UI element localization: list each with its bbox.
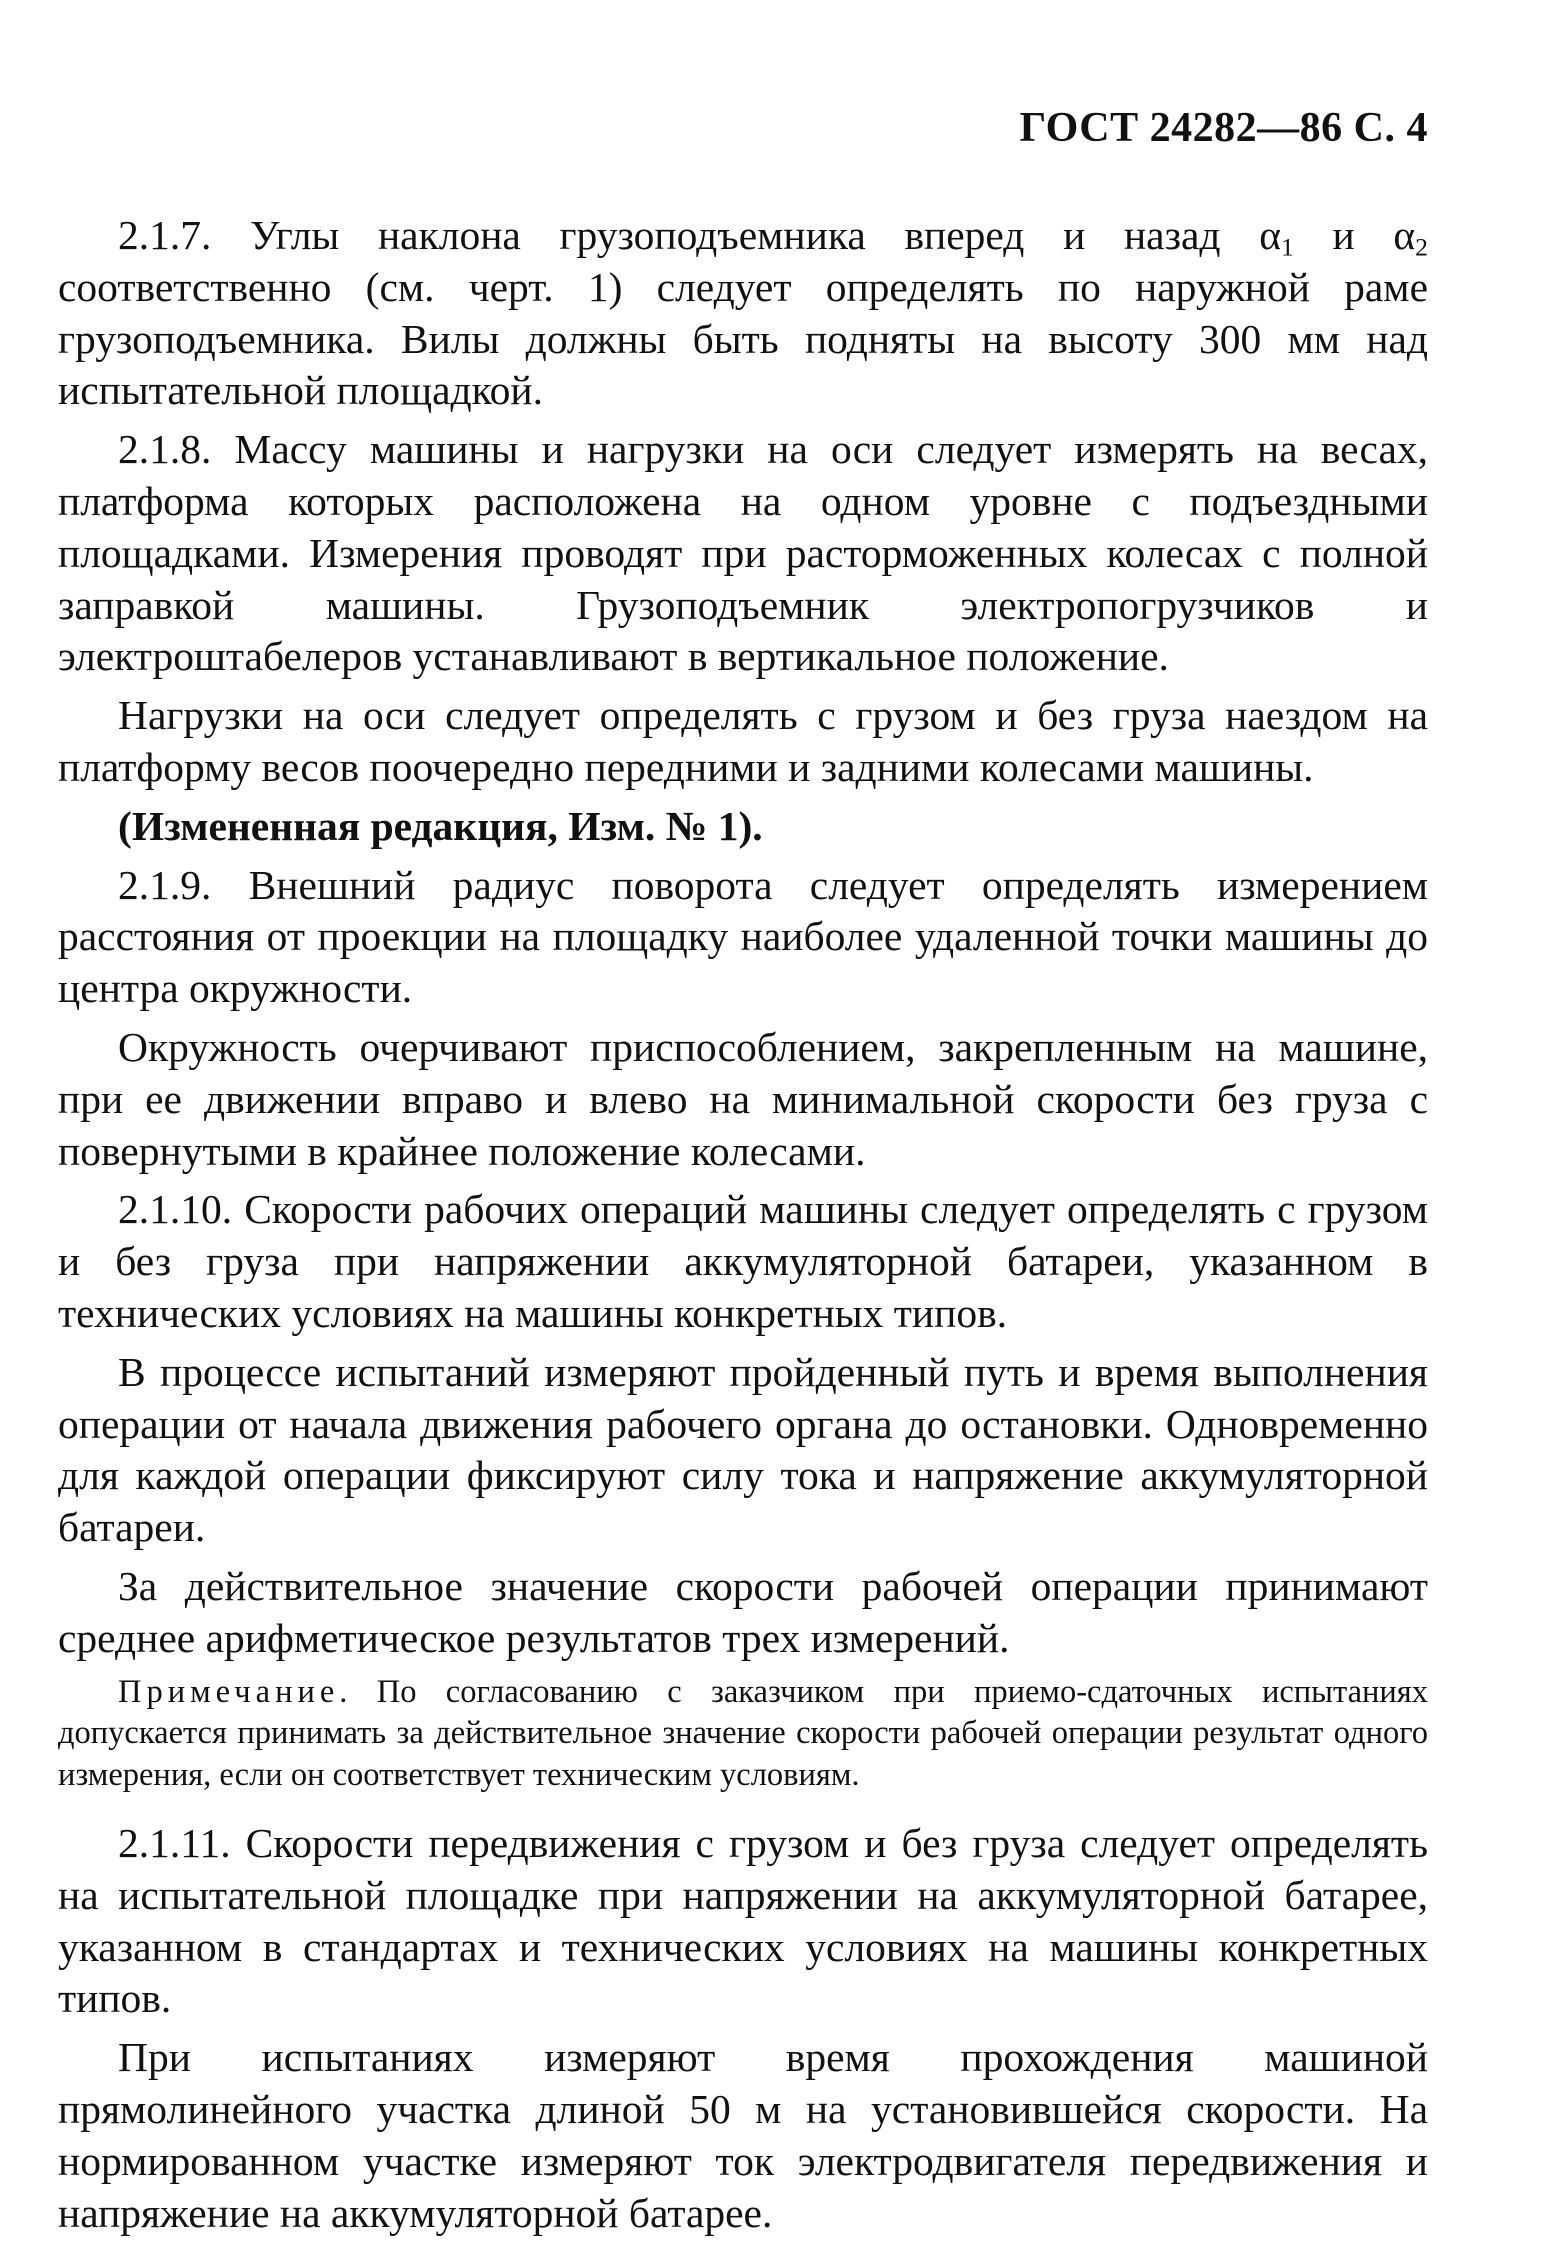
paragraph-2-1-7-text: 2.1.7. Углы наклона грузоподъемника вперед и назад	[118, 212, 1221, 258]
page-header: ГОСТ 24282—86 С. 4	[1019, 105, 1428, 151]
paragraph-axle-loads: Нагрузки на оси следует определять с грузом и без груза наездом на платформу весов поочередно передними и задними колесами машины.	[58, 692, 1428, 790]
paragraph-travel-time: При испытаниях измеряют время прохождения машиной прямолинейного участка длиной 50 м на установившейся скорости. На нормированном участке измеряют ток электродвигателя передвижения и напряжение на аккумуляторной батарее.	[58, 2034, 1428, 2236]
paragraph-2-1-7-rest: соответственно (см. черт. 1) следует определять по наружной раме грузоподъемника. Вилы должны быть подняты на высоту 300 мм над испытательной площадкой.	[58, 263, 1428, 414]
paragraph-circle: Окружность очерчивают приспособлением, закрепленным на машине, при ее движении вправо и влево на минимальной скорости без груза с повернутыми в крайнее положение колесами.	[58, 1023, 1428, 1174]
note-label: Примечание	[118, 1673, 340, 1710]
alpha-1-symbol: α	[1259, 212, 1281, 258]
alpha-2-symbol: α	[1393, 212, 1416, 258]
alpha-1-subscript: 1	[1280, 232, 1294, 262]
paragraph-actual-value: За действительное значение скорости рабочей операции принимают среднее арифметическое результатов трех измерений.	[58, 1562, 1428, 1661]
conjunction: и	[1293, 212, 1394, 258]
paragraph-2-1-7	[58, 210, 1428, 417]
note-block	[58, 1672, 1428, 1797]
paragraph-2-1-8: 2.1.8. Массу машины и нагрузки на оси следует измерять на весах, платформа которых расположена на одном уровне с подъездными площадками. Измерения проводят при расторможенных колесах с полной заправкой машины. Грузоподъемник электропогрузчиков и электроштабелеров устанавливают в вертикальное положение.	[58, 426, 1428, 680]
paragraph-2-1-9: 2.1.9. Внешний радиус поворота следует определять измерением расстояния от проекции на площадку наиболее удаленной точки машины до центра окружности.	[58, 861, 1428, 1012]
amendment-note: (Измененная редакция, Изм. № 1).	[118, 802, 763, 849]
paragraph-2-1-11: 2.1.11. Скорости передвижения с грузом и без груза следует определять на испытательной площадке при напряжении на аккумуляторной батарее, указанном в стандартах и технических условиях на машины конкретных типов.	[58, 1820, 1428, 2022]
document-body	[58, 210, 1428, 2246]
note-text: . По согласованию с заказчиком при приемо-сдаточных испытаниях допускается принимать за действительное значение скорости рабочей операции результат одного измерения, если он соответствует техническим условиям.	[58, 1673, 1428, 1793]
alpha-2-subscript: 2	[1415, 232, 1428, 262]
paragraph-test-process: В процессе испытаний измеряют пройденный путь и время выполнения операции от начала движения рабочего органа до остановки. Одновременно для каждой операции фиксируют силу тока и напряжение аккумуляторной батареи.	[58, 1348, 1428, 1551]
paragraph-2-1-10: 2.1.10. Скорости рабочих операций машины следует определять с грузом и без груза при напряжении аккумуляторной батареи, указанном в технических условиях на машины конкретных типов.	[58, 1186, 1428, 1336]
